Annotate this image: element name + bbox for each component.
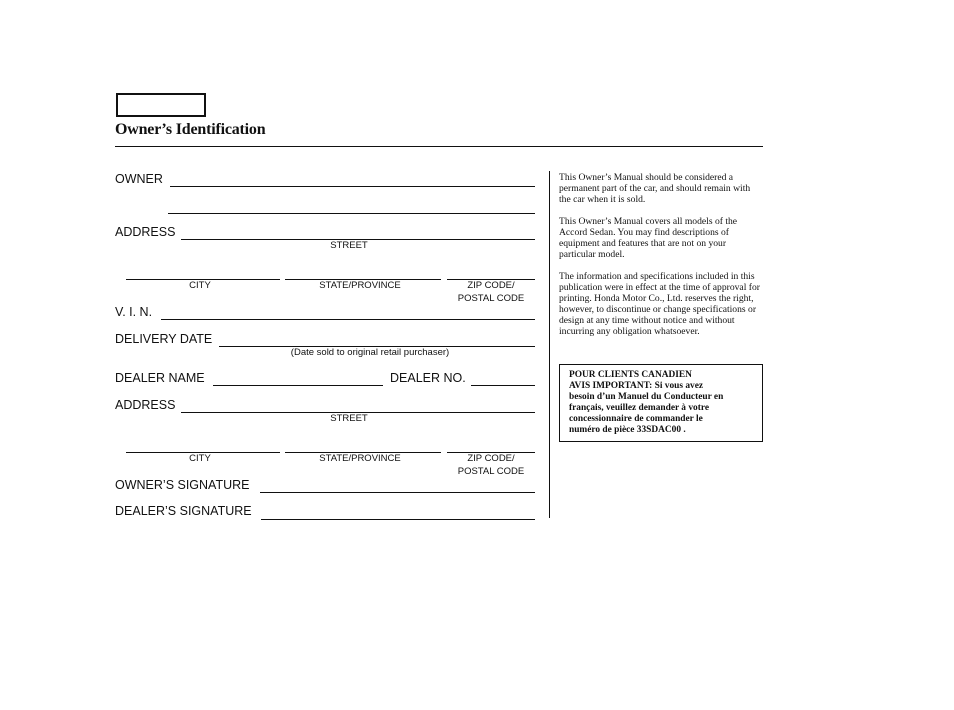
delivery-date-caption: (Date sold to original retail purchaser)	[290, 347, 450, 358]
column-divider	[549, 171, 550, 518]
state-caption: STATE/PROVINCE	[319, 280, 401, 291]
dealer-signature-label: DEALER’S SIGNATURE	[115, 504, 252, 518]
note-paragraph-2: This Owner’s Manual covers all models of the Accord Sedan. You may find descriptions of equipment and features that are not on your particular model.	[559, 216, 738, 260]
city-caption: CITY	[189, 280, 211, 291]
owner-signature-label: OWNER’S SIGNATURE	[115, 478, 250, 492]
vin-label: V. I. N.	[115, 305, 153, 319]
dealer-no-label: DEALER NO.	[390, 371, 466, 385]
canadian-notice-box	[559, 364, 763, 442]
dealer-state-caption: STATE/PROVINCE	[319, 453, 401, 464]
street-caption: STREET	[330, 240, 368, 251]
dealer-no-line[interactable]	[471, 385, 535, 386]
dealer-signature-line[interactable]	[261, 519, 535, 520]
owner-line[interactable]	[170, 186, 535, 187]
canadian-notice-line-2: AVIS IMPORTANT: Si vous avez	[569, 381, 704, 391]
owner-line-2[interactable]	[168, 213, 535, 214]
owner-signature-line[interactable]	[260, 492, 535, 493]
canadian-notice-line-3: besoin d’un Manuel du Conducteur en	[569, 392, 724, 402]
delivery-date-label: DELIVERY DATE	[115, 332, 213, 346]
dealer-zip-caption-2: POSTAL CODE	[457, 466, 525, 477]
owner-label: OWNER	[115, 172, 163, 186]
dealer-city-caption: CITY	[189, 453, 211, 464]
canadian-notice-line-1: POUR CLIENTS CANADIEN	[569, 370, 692, 380]
zip-caption-1: ZIP CODE/	[467, 280, 515, 291]
section-tab-box	[116, 93, 206, 117]
canadian-notice-line-6: numéro de pièce 33SDAC00 .	[569, 425, 686, 435]
dealer-zip-caption-1: ZIP CODE/	[467, 453, 515, 464]
dealer-name-label: DEALER NAME	[115, 371, 205, 385]
canadian-notice-line-5: concessionnaire de commander le	[569, 414, 703, 424]
address-label: ADDRESS	[115, 225, 176, 239]
note-paragraph-3: The information and specifications included in this publication were in effect at the time of approval for printing. Honda Motor Co., Ltd. reserves the right, however, to discontinue or change specifications or design at any time without notice and without incurring any obligation whatsoever.	[559, 271, 760, 337]
dealer-street-caption: STREET	[330, 413, 368, 424]
zip-caption-2: POSTAL CODE	[457, 293, 525, 304]
page-title: Owner’s Identification	[115, 121, 266, 138]
title-rule	[115, 146, 763, 147]
canadian-notice-line-4: français, veuillez demander à votre	[569, 403, 709, 413]
dealer-address-label: ADDRESS	[115, 398, 176, 412]
dealer-name-line[interactable]	[213, 385, 383, 386]
vin-line[interactable]	[161, 319, 535, 320]
note-paragraph-1: This Owner’s Manual should be considered a permanent part of the car, and should remain with the car when it is sold.	[559, 172, 751, 205]
